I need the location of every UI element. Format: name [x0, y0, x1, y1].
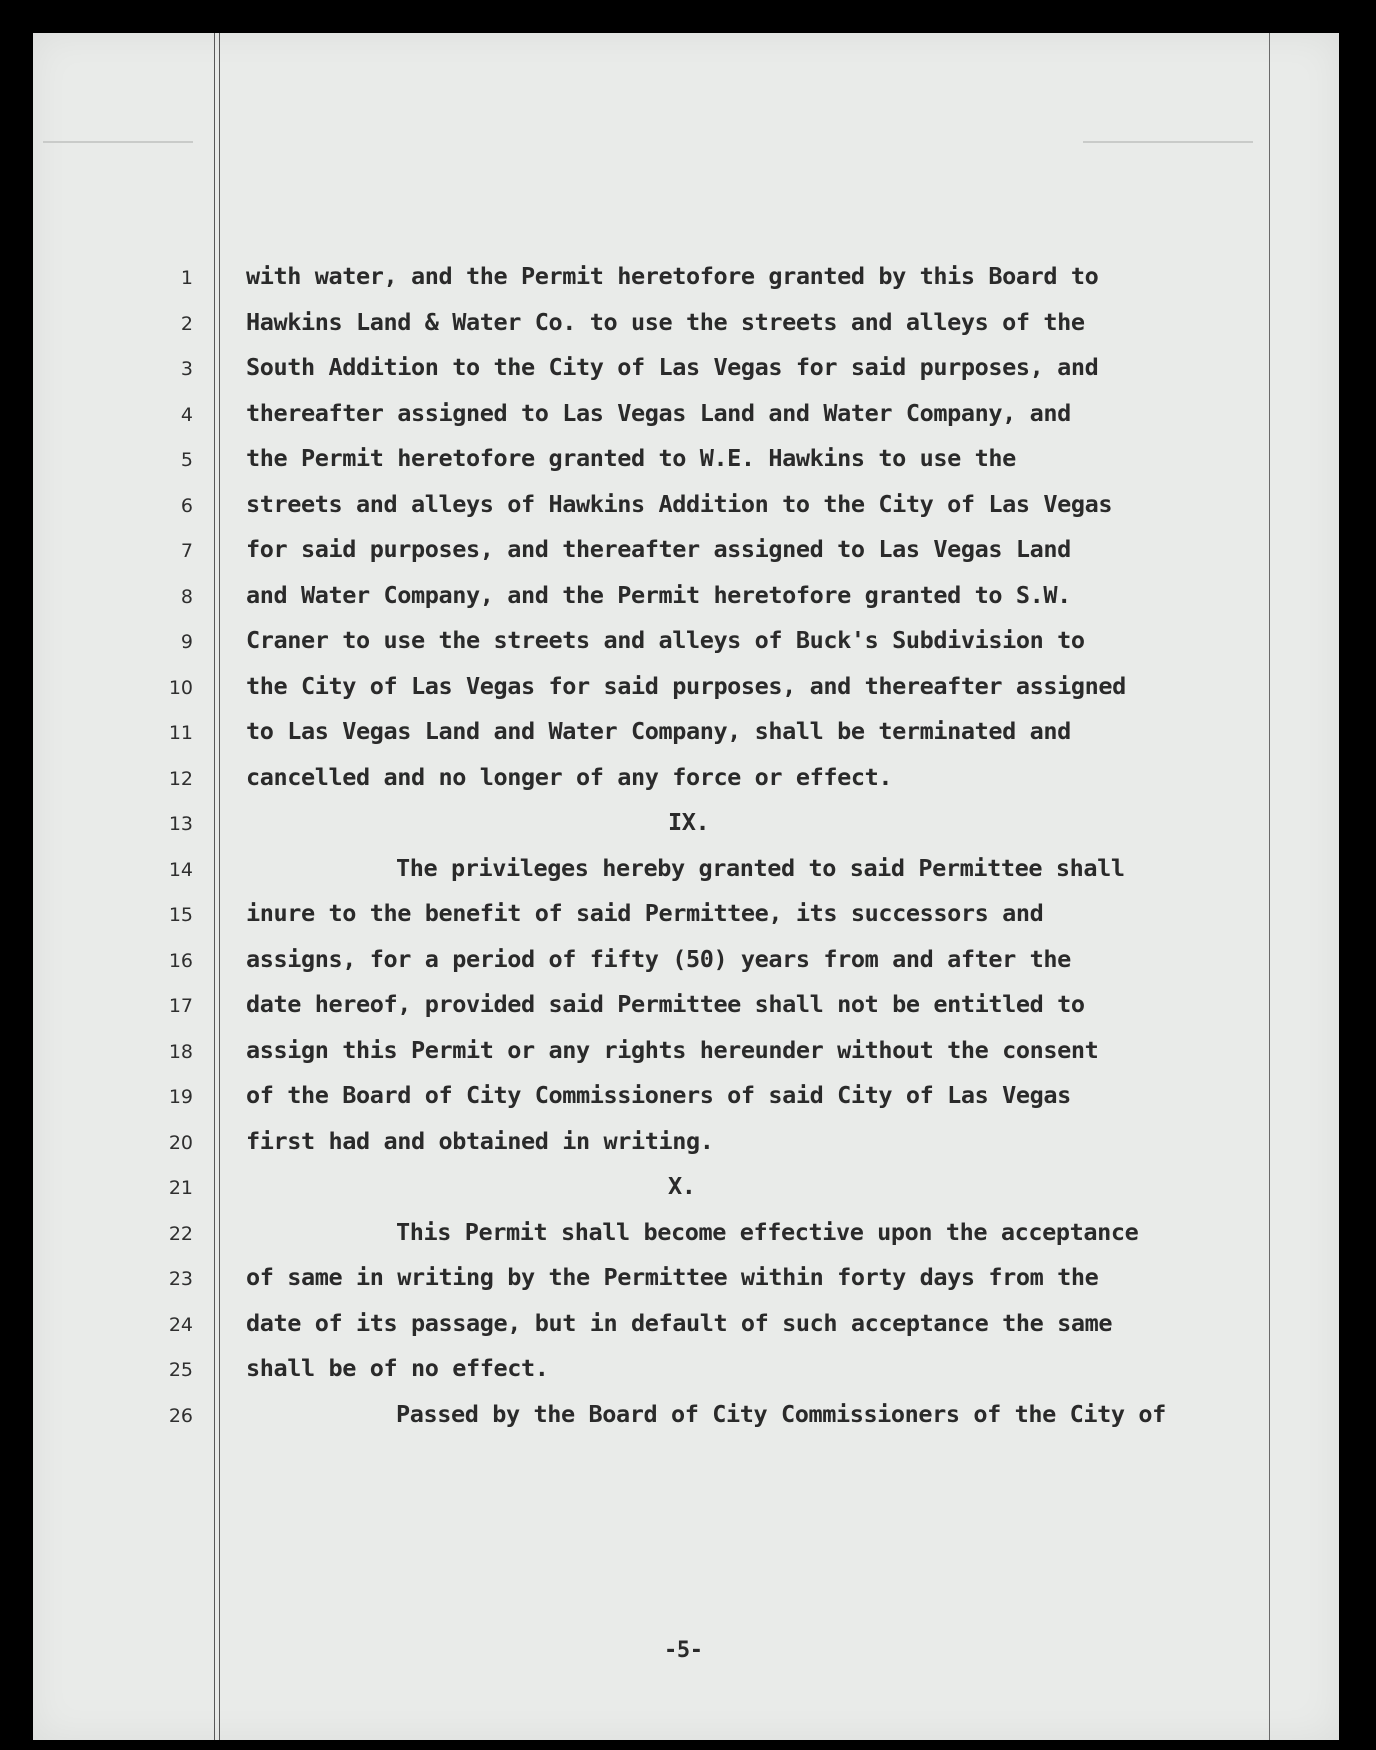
line-number: 23: [168, 1268, 193, 1290]
line-number: 22: [168, 1222, 193, 1245]
line-number: 5: [180, 449, 193, 471]
line-number: 15: [168, 904, 193, 926]
line-number: 16: [168, 949, 193, 972]
line-number: 14: [168, 858, 193, 881]
line-number: 21: [168, 1177, 193, 1199]
section-heading: IX.: [668, 808, 710, 836]
line-number: 24: [168, 1313, 193, 1336]
text-line: Passed by the Board of City Commissioners of the City of: [396, 1399, 1166, 1428]
line-number: 6: [180, 494, 193, 517]
margin-rule-right: [1269, 33, 1270, 1740]
text-line: the City of Las Vegas for said purposes, and thereafter assigned: [246, 671, 1126, 700]
section-heading: X.: [668, 1172, 696, 1200]
text-line: assigns, for a period of fifty (50) years from and after the: [246, 944, 1071, 973]
text-line: with water, and the Permit heretofore granted by this Board to: [246, 262, 1099, 290]
line-number: 1: [180, 267, 193, 289]
line-number: 11: [168, 722, 193, 744]
text-line: and Water Company, and the Permit heretofore granted to S.W.: [246, 580, 1071, 609]
line-number: 10: [168, 676, 193, 699]
text-line: the Permit heretofore granted to W.E. Hawkins to use the: [246, 444, 1016, 472]
text-line: The privileges hereby granted to said Permittee shall: [396, 853, 1125, 882]
line-number: 2: [180, 312, 193, 335]
text-line: of the Board of City Commissioners of said City of Las Vegas: [246, 1081, 1071, 1109]
text-line: streets and alleys of Hawkins Addition to the City of Las Vegas: [246, 489, 1113, 518]
line-number: 17: [168, 995, 193, 1017]
text-line: date hereof, provided said Permittee shall not be entitled to: [246, 990, 1085, 1018]
text-line: cancelled and no longer of any force or effect.: [246, 762, 893, 791]
margin-rule-left-outer: [214, 33, 215, 1740]
text-line: inure to the benefit of said Permittee, its successors and: [246, 899, 1044, 927]
page-number: -5-: [664, 1638, 703, 1663]
margin-rule-left-inner: [219, 33, 220, 1740]
bleed-through-mark: [43, 141, 193, 143]
line-number: 8: [180, 585, 193, 608]
text-line: of same in writing by the Permittee within forty days from the: [246, 1263, 1099, 1291]
text-line: for said purposes, and thereafter assigned to Las Vegas Land: [246, 535, 1071, 563]
line-number: 12: [168, 767, 193, 790]
bleed-through-mark: [1083, 141, 1253, 143]
line-number: 13: [168, 813, 193, 835]
text-line: thereafter assigned to Las Vegas Land and Water Company, and: [246, 398, 1071, 427]
line-number: 7: [180, 540, 193, 562]
text-line: Hawkins Land & Water Co. to use the streets and alleys of the: [246, 307, 1085, 336]
line-number: 25: [168, 1359, 193, 1381]
text-line: to Las Vegas Land and Water Company, shall be terminated and: [246, 717, 1071, 745]
text-line: assign this Permit or any rights hereunder without the consent: [246, 1035, 1099, 1064]
line-number: 18: [168, 1040, 193, 1063]
text-line: This Permit shall become effective upon the acceptance: [396, 1217, 1139, 1246]
line-number: 4: [180, 403, 193, 426]
text-line: South Addition to the City of Las Vegas for said purposes, and: [246, 353, 1099, 381]
document-page: [33, 33, 1339, 1740]
line-number: 19: [168, 1086, 193, 1108]
text-line: date of its passage, but in default of such acceptance the same: [246, 1308, 1113, 1337]
line-number: 3: [180, 358, 193, 380]
line-number: 9: [180, 631, 193, 653]
line-number: 20: [168, 1131, 193, 1154]
line-number: 26: [168, 1404, 193, 1427]
text-line: Craner to use the streets and alleys of Buck's Subdivision to: [246, 626, 1085, 654]
text-line: first had and obtained in writing.: [246, 1126, 714, 1155]
text-line: shall be of no effect.: [246, 1354, 549, 1382]
